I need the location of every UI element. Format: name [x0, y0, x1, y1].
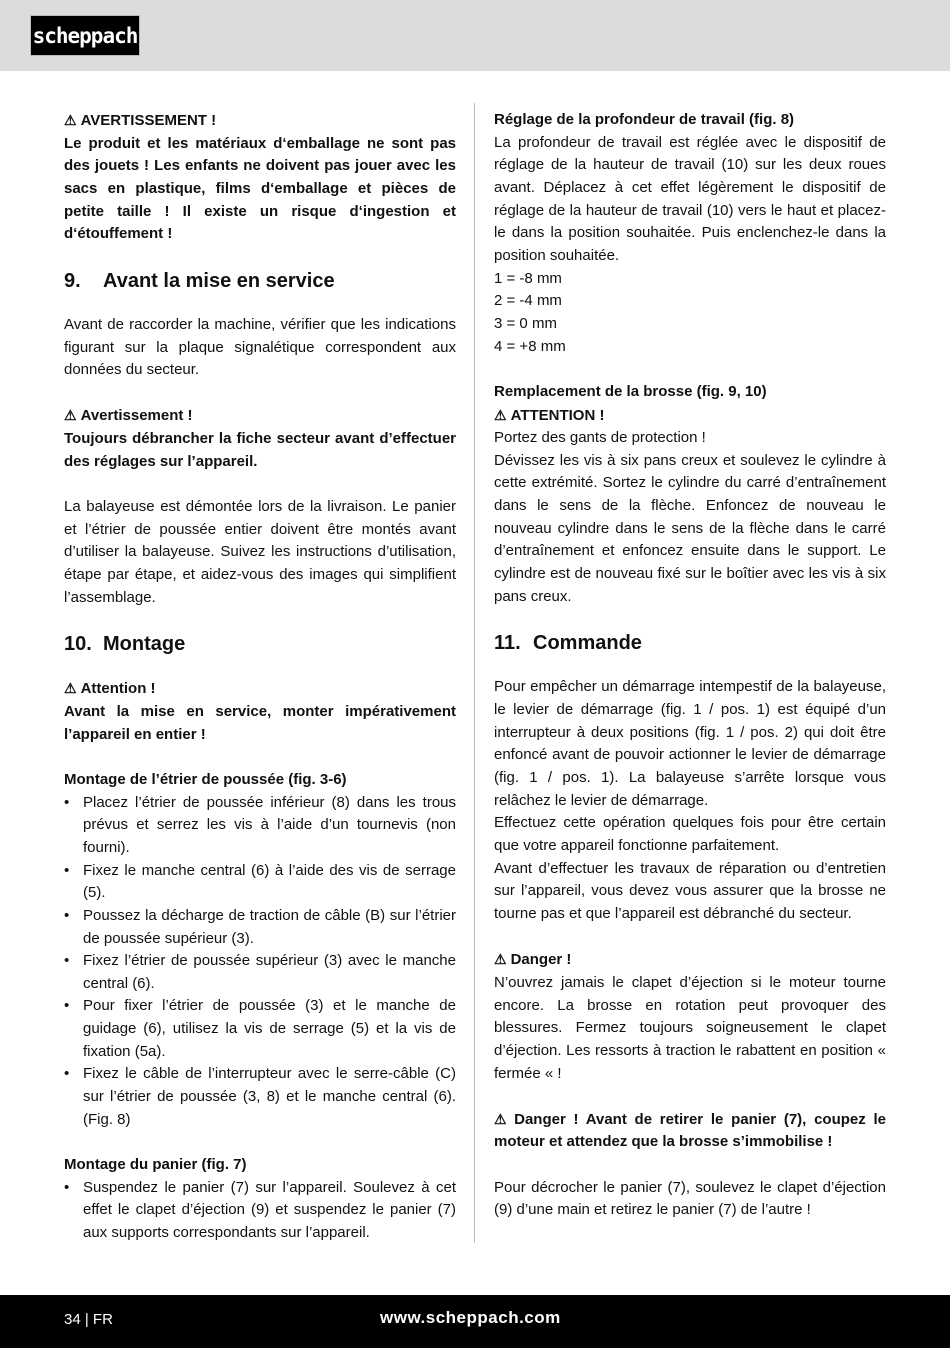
depth-item: 4 = +8 mm	[494, 337, 566, 355]
warning-text: Toujours débrancher la fiche secteur avant d’effectuer des réglages sur l’appareil.	[64, 430, 456, 470]
warning-heading	[64, 677, 456, 701]
list-item: • Fixez le câble de l’interrupteur avec le serre-câble (C) sur l’étrier de poussée (3, 8) et le manche central (6). (Fig. 8)	[64, 1063, 456, 1131]
warning-title: Danger ! Avant de retirer le panier (7), coupez le moteur et attendez que la brosse s’immobilise !	[494, 1110, 886, 1151]
section-number: 11.	[494, 632, 521, 655]
section-11-heading	[494, 631, 886, 655]
warning-title: Avertissement !	[80, 407, 193, 425]
list-item: • Fixez le manche central (6) à l’aide des vis de serrage (5).	[64, 860, 456, 905]
page-header	[0, 0, 950, 71]
right-column	[494, 109, 886, 1222]
warning-heading	[64, 404, 456, 428]
warning-text	[494, 1108, 886, 1154]
left-column	[64, 109, 456, 1245]
page-number: 34 | FR	[64, 1311, 113, 1328]
paragraph: Effectuez cette opération quelques fois pour être certain que votre appareil fonctionne parfaitement.	[494, 814, 886, 854]
depth-item: 1 = -8 mm	[494, 269, 562, 287]
section-title: Montage	[103, 633, 186, 656]
list-item: • Suspendez le panier (7) sur l’appareil. Soulevez à cet effet le clapet d’éjection (9) et suspendez le panier (7) aux supports correspondants sur l’appareil.	[64, 1177, 456, 1245]
bullet-list	[64, 792, 456, 1132]
warning-icon: ⚠	[494, 1110, 511, 1127]
warning-icon: ⚠	[494, 406, 507, 423]
section-title: Commande	[533, 632, 642, 655]
list-item: • Pour fixer l’étrier de poussée (3) et le manche de guidage (6), utilisez la vis de serrage (5) et la vis de fixation (5a).	[64, 995, 456, 1063]
paragraph: Dévissez les vis à six pans creux et soulevez le cylindre à cette extrémité. Sortez le cylindre du carré d’entraînement dans le sens de la flèche. Enfoncez de nouveau le nouveau cylindre dans le sens de la flèche dans le carré d’entraînement et enfoncez ensuite dans le support. Le cylindre est de nouveau fixé sur le boîtier avec les vis à six pans creux.	[494, 451, 886, 605]
paragraph: La profondeur de travail est réglée avec le dispositif de réglage de la hauteur de travail (10) sur les deux roues avant. Déplacez à cet effet légèrement le dispositif de réglage de la hauteur de travail (10) vers le haut et placez-le dans la position souhaitée. Puis enclenchez-le dans la position souhaitée.	[494, 133, 886, 264]
list-item: • Poussez la décharge de traction de câble (B) sur l’étrier de poussée supérieur (3).	[64, 905, 456, 950]
warning-heading	[64, 109, 456, 133]
subheading: Montage du panier (fig. 7)	[64, 1156, 247, 1174]
list-item: • Fixez l’étrier de poussée supérieur (3) avec le manche central (6).	[64, 950, 456, 995]
warning-icon: ⚠	[64, 407, 77, 424]
warning-heading	[494, 948, 886, 972]
section-number: 10.	[64, 633, 92, 656]
scheppach-logo: scheppach	[30, 15, 140, 56]
paragraph: Avant d’effectuer les travaux de réparation ou d’entretien sur l’appareil, vous devez vous assurer que la brosse ne tourne pas et que l’appareil est débranché du secteur.	[494, 859, 886, 922]
paragraph: La balayeuse est démontée lors de la livraison. Le panier et l’étrier de poussée entier doivent être montés avant d’utiliser la balayeuse. Suivez les instructions d’utilisation, étape par étape, et aidez-vous des images qui simplifient l’assemblage.	[64, 498, 456, 606]
list-item: • Placez l’étrier de poussée inférieur (8) dans les trous prévus et serrez les vis à l’aide d’un tournevis (non fourni).	[64, 792, 456, 860]
bullet-list	[64, 1177, 456, 1245]
warning-title: ATTENTION !	[510, 406, 605, 424]
paragraph: Pour décrocher le panier (7), soulevez le clapet d’éjection (9) d’une main et retirez le panier (7) de l’autre !	[494, 1178, 886, 1219]
warning-title: Attention !	[80, 680, 156, 698]
depth-item: 3 = 0 mm	[494, 314, 557, 332]
column-divider	[474, 103, 475, 1243]
depth-item: 2 = -4 mm	[494, 292, 562, 310]
subheading: Montage de l’étrier de poussée (fig. 3-6)	[64, 770, 347, 788]
paragraph: Portez des gants de protection !	[494, 429, 706, 447]
page-footer	[0, 1295, 950, 1348]
warning-text: Le produit et les matériaux d‘emballage ne sont pas des jouets ! Les enfants ne doivent pas jouer avec les sacs en plastique, films d‘emballage et pièces de petite taille ! Il existe un risque d‘ingestion et d‘étouffement !	[64, 134, 456, 243]
paragraph: N’ouvrez jamais le clapet d’éjection si le moteur tourne encore. La brosse en rotation peut provoquer des blessures. Fermez toujours soigneusement le clapet d’éjection. Les ressorts à traction le rabattent en position « fermée « !	[494, 973, 886, 1082]
warning-icon: ⚠	[64, 112, 77, 128]
warning-icon: ⚠	[494, 951, 507, 968]
paragraph: Pour empêcher un démarrage intempestif de la balayeuse, le levier de démarrage (fig. 1 / pos. 1) est équipé d’un interrupteur à deux positions (fig. 1 / pos. 2) qui doit être enfoncé avant de pouvoir actionner le levier de démarrage (fig. 1 / pos. 1). La balayeuse s’arrête lorsque vous relâchez le levier de démarrage.	[494, 678, 886, 809]
website-link[interactable]: www.scheppach.com	[380, 1308, 561, 1327]
subheading: Remplacement de la brosse (fig. 9, 10)	[494, 382, 767, 400]
warning-heading	[494, 404, 886, 428]
section-10-heading	[64, 632, 456, 656]
warning-text: Avant la mise en service, monter impérativement l’appareil en entier !	[64, 702, 456, 743]
subheading: Réglage de la profondeur de travail (fig. 8)	[494, 111, 795, 128]
section-number: 9.	[64, 269, 81, 292]
warning-title: Danger !	[510, 951, 572, 969]
warning-title: AVERTISSEMENT !	[80, 112, 217, 129]
section-9-heading	[64, 269, 456, 293]
warning-icon: ⚠	[64, 680, 77, 697]
section-title: Avant la mise en service	[103, 269, 335, 292]
paragraph: Avant de raccorder la machine, vérifier que les indications figurant sur la plaque signalétique correspondent aux données du secteur.	[64, 315, 456, 379]
